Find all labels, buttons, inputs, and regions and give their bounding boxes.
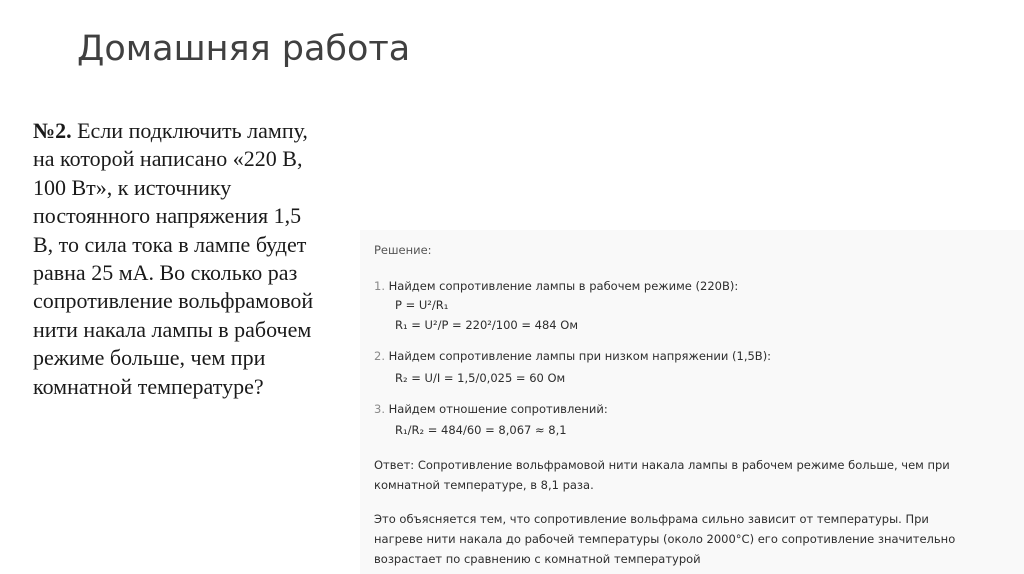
step-3-title — [374, 402, 608, 416]
answer-line: Ответ: Сопротивление вольфрамовой нити накала лампы в рабочем режиме больше, чем при — [374, 458, 950, 472]
problem-line: комнатной температуре? — [33, 373, 264, 399]
problem-line: сопротивление вольфрамовой — [33, 288, 314, 314]
problem-number: №2. — [33, 118, 72, 143]
formula: P = U²/R₁ — [395, 298, 449, 312]
solution-heading: Решение: — [374, 243, 432, 257]
slide-title: Домашняя работа — [77, 29, 411, 69]
problem-line: на которой написано «220 В, — [33, 146, 303, 172]
problem-line: В, то сила тока в лампе будет — [33, 231, 307, 257]
problem-line: 100 Вт», к источнику — [33, 174, 232, 200]
explanation-line: возрастает по сравнению с комнатной температурой — [374, 552, 701, 566]
problem-line: режиме больше, чем при — [33, 345, 266, 371]
step-number: 1. — [374, 279, 385, 293]
formula: R₂ = U/I = 1,5/0,025 = 60 Ом — [395, 371, 566, 385]
problem-statement — [33, 117, 373, 401]
step-number: 2. — [374, 349, 385, 363]
answer-line: комнатной температуре, в 8,1 раза. — [374, 478, 594, 492]
step-text: Найдем отношение сопротивлений: — [388, 402, 608, 416]
step-number: 3. — [374, 402, 385, 416]
problem-line: постоянного напряжения 1,5 — [33, 203, 302, 229]
explanation-line: нагреве нити накала до рабочей температуры (около 2000°C) его сопротивление значительно — [374, 532, 956, 546]
explanation-line: Это объясняется тем, что сопротивление вольфрама сильно зависит от температуры. При — [374, 512, 929, 526]
problem-line: равна 25 мА. Во сколько раз — [33, 260, 298, 286]
solution-screenshot — [360, 230, 1024, 574]
step-text: Найдем сопротивление лампы при низком напряжении (1,5В): — [388, 349, 772, 363]
problem-text: Если подключить лампу, — [71, 118, 308, 143]
formula: R₁/R₂ = 484/60 = 8,067 ≈ 8,1 — [395, 423, 567, 437]
step-1-title — [374, 279, 738, 293]
step-text: Найдем сопротивление лампы в рабочем режиме (220В): — [388, 279, 739, 293]
problem-line: нити накала лампы в рабочем — [33, 316, 312, 342]
step-2-title — [374, 349, 771, 363]
formula: R₁ = U²/P = 220²/100 = 484 Ом — [395, 318, 578, 332]
problem-line — [33, 117, 373, 145]
